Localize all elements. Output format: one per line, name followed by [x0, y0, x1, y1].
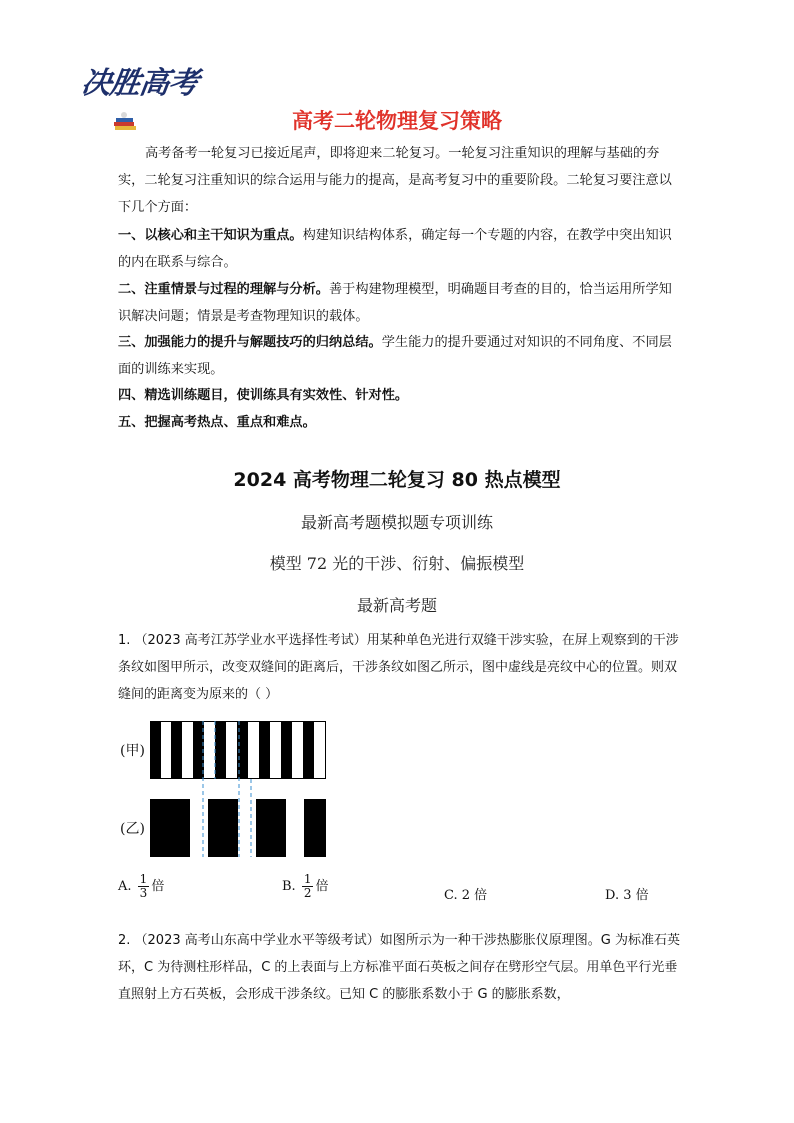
page-title: 高考二轮物理复习策略	[292, 109, 502, 133]
strategy-item-5	[118, 409, 678, 436]
figure-label-yi: (乙)	[120, 821, 145, 837]
logo-text: 决胜高考	[79, 66, 200, 101]
option-a-fraction: $\frac{1}{3}$	[139, 872, 148, 900]
fringe-pattern-yi	[150, 799, 326, 857]
strategy-item-3	[118, 329, 678, 383]
subheading-training: 最新高考题模拟题专项训练	[300, 513, 493, 532]
option-a-letter: A.	[118, 879, 132, 894]
option-c[interactable]: C. 2 倍	[444, 888, 488, 903]
intro-paragraph: 高考备考一轮复习已接近尾声，即将迎来二轮复习。一轮复习注重知识的理解与基础的夯实，二轮复习注重知识的综合运用与能力的提高，是高考复习中的重要阶段。二轮复习要注意以下几个方面：	[118, 146, 672, 215]
fringe-figure	[150, 721, 326, 857]
strategy-item-4	[118, 382, 678, 409]
option-b[interactable]	[282, 873, 328, 900]
strategy-item-4-bold: 四、精选训练题目，使训练具有实效性、针对性。	[118, 388, 409, 403]
option-a[interactable]	[118, 873, 164, 900]
strategy-item-3-bold: 三、加强能力的提升与解题技巧的归纳总结。	[118, 335, 382, 350]
fringe-pattern-jia	[150, 721, 326, 779]
section-heading: 2024 高考物理二轮复习 80 热点模型	[233, 469, 561, 491]
option-b-fraction: $\frac{1}{2}$	[303, 872, 312, 900]
strategy-item-1	[118, 222, 678, 276]
question-2-text: 2. （2023 高考山东高中学业水平等级考试）如图所示为一种干涉热膨胀仪原理图。G 为标准石英环，C 为待测柱形样品，C 的上表面与上方标准平面石英板之间存在劈形空气层。用单色平行光垂直照射上方石英板，会形成干涉条纹。已知 C 的膨胀系数小于 G 的膨胀系数，	[118, 933, 680, 1002]
subheading-latest: 最新高考题	[356, 596, 437, 615]
strategy-item-2	[118, 276, 678, 330]
subheading-model: 模型 72 光的干涉、衍射、偏振模型	[269, 554, 525, 573]
strategy-item-2-text: 善于构建物理模型，明确题目考查的目的，恰当运用所学知识解决问题；情景是考查物理知识的载体。	[118, 282, 672, 324]
option-d[interactable]: D. 3 倍	[605, 888, 649, 903]
option-b-letter: B.	[282, 879, 296, 894]
question-1-text: 1. （2023 高考江苏学业水平选择性考试）用某种单色光进行双缝干涉实验，在屏上观察到的干涉条纹如图甲所示，改变双缝间的距离后，干涉条纹如图乙所示，图中虚线是亮纹中心的位置。则双缝间的距离变为原来的（ ）	[118, 633, 679, 702]
strategy-item-3-text: 学生能力的提升要通过对知识的不同角度、不同层面的训练来实现。	[118, 335, 672, 377]
strategy-item-2-bold: 二、注重情景与过程的理解与分析。	[118, 282, 329, 297]
option-b-unit: 倍	[315, 879, 329, 894]
strategy-item-5-bold: 五、把握高考热点、重点和难点。	[118, 415, 316, 430]
figure-label-jia: (甲)	[120, 743, 145, 759]
strategy-item-1-bold: 一、以核心和主干知识为重点。	[118, 228, 303, 243]
option-a-unit: 倍	[151, 879, 165, 894]
strategy-item-1-text: 构建知识结构体系，确定每一个专题的内容，在教学中突出知识的内在联系与综合。	[118, 228, 672, 270]
